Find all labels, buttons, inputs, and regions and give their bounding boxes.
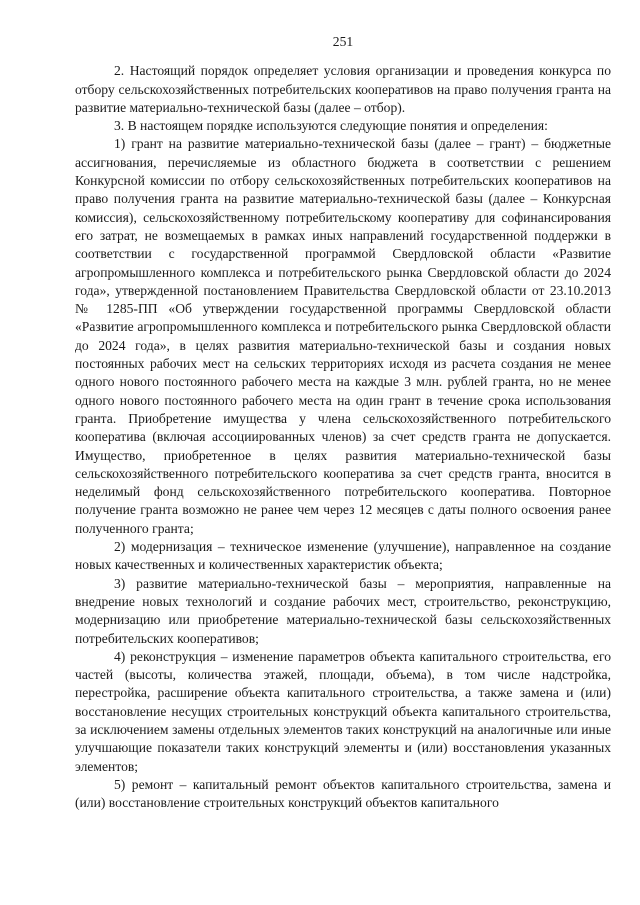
page-number: 251 [332,34,354,49]
definition-material-base-development: 3) развитие материально-технической базы – мероприятия, направленные на внедрение новых технологий и создание рабочих мест, строительство, реконструкцию, модернизацию или приобретение материально-технической базы сельскохозяйственных потребительских кооперативов; [75,575,611,646]
paragraph-2-purpose: 2. Настоящий порядок определяет условия организации и проведения конкурса по отбору сельскохозяйственных потребительских кооперативов на право получения гранта на развитие материально-технической базы (далее – отбор). [75,63,611,115]
definition-modernization: 2) модернизация – техническое изменение (улучшение), направленное на создание новых качественных и количественных характеристик объекта; [75,539,611,573]
paragraph-3-definitions-intro: 3. В настоящем порядке используются следующие понятия и определения: [114,118,548,134]
definition-repair: 5) ремонт – капитальный ремонт объектов капитального строительства, замена и (или) восстановление строительных конструкций объектов капитального [75,776,611,811]
definition-grant: 1) грант на развитие материально-технической базы (далее – грант) – бюджетные ассигнования, перечисляемые из областного бюджета в соответствии с решением Конкурсной комиссии по отбору сельскохозяйственных потребительских кооперативов на право получения гранта на развитие материально-технической базы (далее – Конкурсная комиссия), сельскохозяйственному потребительскому кооперативу для софинансирования его затрат, не возмещаемых в рамках иных направлений государственной поддержки в соответствии с государственной программой Свердловской области «Развитие агропромышленного комплекса и потребительского рынка Свердловской области до 2024 года», утвержденной постановлением Правительства Свердловской области от 23.10.2013 № 1285-ПП «Об утверждении государственной программы Свердловской области «Развитие агропромышленного комплекса и потребительского рынка Свердловской области до 2024 года», в целях развития материально-технической базы и создания новых постоянных рабочих мест на сельских территориях исходя из расчета создания не менее одного нового постоянного рабочего места на каждые 3 млн. рублей гранта, но не менее одного нового постоянного рабочего места на один грант в течение срока использования гранта. Приобретение имущества у члена сельскохозяйственного потребительского кооператива (включая ассоциированных членов) за счет средств гранта не допускается. Имущество, приобретенное в целях развития материально-технической базы сельскохозяйственного потребительского кооператива за счет средств гранта, вносится в неделимый фонд сельскохозяйственного потребительского кооператива. Повторное получение гранта возможно не ранее чем через 12 месяцев с даты полного освоения ранее полученного гранта; [75,136,611,536]
document-page [75,33,611,812]
definition-reconstruction: 4) реконструкция – изменение параметров объекта капитального строительства, его частей (высоты, количества этажей, площади, объема), в том числе надстройка, перестройка, расширение объекта капитального строительства, а также замена и (или) восстановление несущих строительных конструкций объекта капитального строительства, за исключением замены отдельных элементов таких конструкций на аналогичные или иные улучшающие показатели таких конструкций элементы и (или) восстановления указанных элементов; [75,648,611,774]
